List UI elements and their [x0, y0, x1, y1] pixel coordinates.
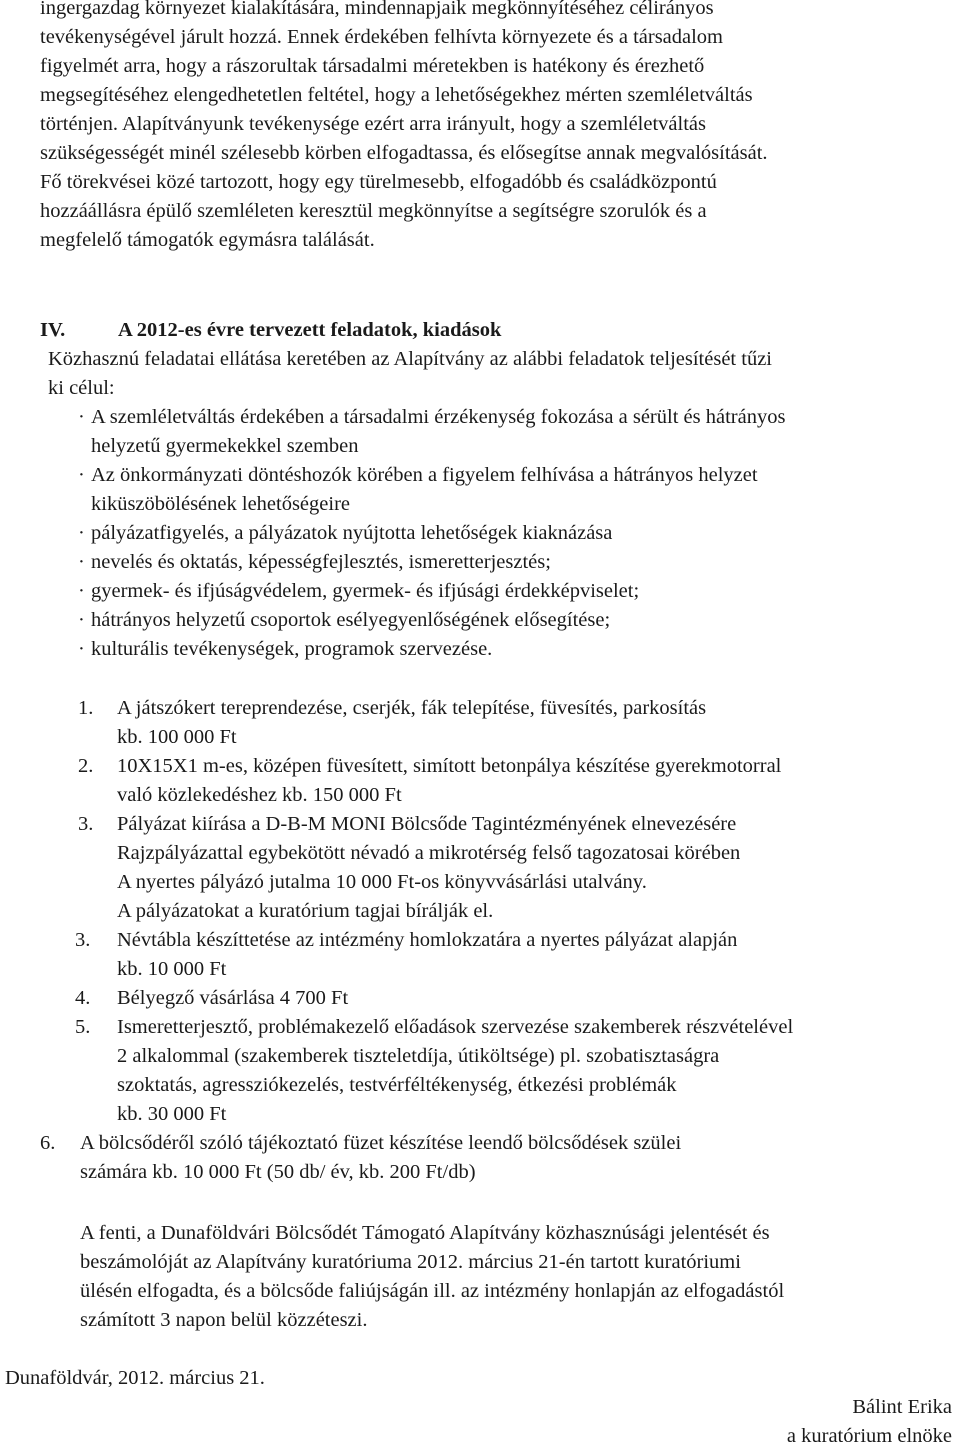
bullet-marker: · [78, 609, 85, 631]
bullet-marker: · [78, 638, 85, 660]
task-item [0, 1013, 960, 1129]
closing-line: ülésén elfogadta, és a bölcsőde faliújságán ill. az intézmény honlapján az elfogadástól [80, 1280, 785, 1302]
task-item [0, 752, 960, 810]
goal-list-item [78, 635, 958, 664]
intro-line: megfelelő támogatók egymásra találását. [40, 229, 375, 251]
task-number: 4. [75, 987, 91, 1009]
closing-line: A fenti, a Dunaföldvári Bölcsődét Támogató Alapítvány közhasznúsági jelentését és [80, 1222, 770, 1244]
goal-list-line: hátrányos helyzetű csoportok esélyegyenlőségének elősegítése; [91, 609, 611, 631]
intro-line: történjen. Alapítványunk tevékenysége ezért arra irányult, hogy a szemléletváltás [40, 113, 706, 135]
closing-paragraph [80, 1219, 950, 1335]
goal-list-line: nevelés és oktatás, képességfejlesztés, ismeretterjesztés; [91, 551, 551, 573]
task-line: A játszókert tereprendezése, cserjék, fák telepítése, füvesítés, parkosítás [117, 697, 707, 719]
task-line: való közlekedéshez kb. 150 000 Ft [117, 784, 402, 806]
goal-list-item [78, 519, 958, 548]
signature-block [787, 1393, 952, 1451]
place-and-date: Dunaföldvár, 2012. március 21. [5, 1367, 265, 1389]
goal-list-line: kiküszöbölésének lehetőségeire [91, 493, 351, 515]
task-line: Névtábla készíttetése az intézmény homlokzatára a nyertes pályázat alapján [117, 929, 738, 951]
task-number: 5. [75, 1016, 91, 1038]
goal-list-item [78, 461, 958, 519]
intro-line: figyelmét arra, hogy a rászorultak társadalmi méretekben is hatékony és érezhető [40, 55, 705, 77]
task-list [0, 694, 960, 1187]
bullet-marker: · [78, 522, 85, 544]
task-line: 2 alkalommal (szakemberek tiszteletdíja, útiköltsége) pl. szobatisztaságra [117, 1045, 720, 1067]
intro-line: hozzáállásra épülő szemléleten keresztül megkönnyítse a segítségre szorulók és a [40, 200, 707, 222]
section-intro-line: Közhasznú feladatai ellátása keretében az Alapítvány az alábbi feladatok teljesítését tűzi [48, 348, 772, 370]
signer-name: Bálint Erika [852, 1396, 952, 1418]
goal-list-line: kulturális tevékenységek, programok szervezése. [91, 638, 493, 660]
signer-role: a kuratórium elnöke [786, 1425, 952, 1447]
goal-list-line: A szemléletváltás érdekében a társadalmi érzékenység fokozása a sérült és hátrányos [91, 406, 786, 428]
task-item [0, 810, 960, 926]
section-intro-line: ki célul: [48, 377, 115, 399]
goal-list-item [78, 606, 958, 635]
task-item [0, 694, 960, 752]
task-line: A pályázatokat a kuratórium tagjai bírálják el. [117, 900, 494, 922]
task-line: számára kb. 10 000 Ft (50 db/ év, kb. 200 Ft/db) [80, 1161, 476, 1183]
task-item [0, 984, 960, 1013]
intro-line: szükségességét minél szélesebb körben elfogadtassa, és elősegítse annak megvalósítását. [40, 142, 768, 164]
task-number: 3. [75, 929, 91, 951]
goal-list-line: pályázatfigyelés, a pályázatok nyújtotta lehetőségek kiaknázása [91, 522, 613, 544]
intro-line: ingergazdag környezet kialakítására, mindennapjaik megkönnyítéséhez célirányos [40, 0, 714, 19]
task-line: Rajzpályázattal egybekötött névadó a mikrotérség felső tagozatosai körében [117, 842, 741, 864]
task-line: kb. 30 000 Ft [117, 1103, 227, 1125]
section-number: IV. [40, 319, 66, 341]
task-line: 10X15X1 m-es, középen füvesített, simított betonpálya készítése gyerekmotorral [117, 755, 782, 777]
goal-list-item [78, 548, 958, 577]
section-heading [40, 316, 950, 345]
goal-list-item [78, 403, 958, 461]
task-number: 3. [78, 813, 94, 835]
task-line: kb. 10 000 Ft [117, 958, 227, 980]
task-line: szoktatás, agressziókezelés, testvérféltékenység, étkezési problémák [117, 1074, 677, 1096]
intro-line: megsegítéséhez elengedhetetlen feltétel, hogy a lehetőségekhez mérten szemléletváltás [40, 84, 753, 106]
task-number: 2. [78, 755, 94, 777]
task-line: Pályázat kiírása a D-B-M MONI Bölcsőde Tagintézményének elnevezésére [117, 813, 737, 835]
section-title: A 2012-es évre tervezett feladatok, kiadások [118, 319, 502, 341]
goal-list-line: Az önkormányzati döntéshozók körében a figyelem felhívása a hátrányos helyzet [91, 464, 758, 486]
task-line: kb. 100 000 Ft [117, 726, 237, 748]
closing-line: beszámolóját az Alapítvány kuratóriuma 2012. március 21-én tartott kuratóriumi [80, 1251, 741, 1273]
goal-list-item [78, 577, 958, 606]
task-item [0, 926, 960, 984]
closing-line: számított 3 napon belül közzéteszi. [80, 1309, 368, 1331]
goal-list-line: gyermek- és ifjúságvédelem, gyermek- és ifjúsági érdekképviselet; [91, 580, 640, 602]
goal-list [78, 403, 958, 664]
bullet-marker: · [78, 406, 85, 428]
task-number: 6. [40, 1132, 56, 1154]
bullet-marker: · [78, 464, 85, 486]
bullet-marker: · [78, 580, 85, 602]
intro-line: Fő törekvései közé tartozott, hogy egy türelmesebb, elfogadóbb és családközpontú [40, 171, 717, 193]
task-line: Bélyegző vásárlása 4 700 Ft [117, 987, 349, 1009]
section-intro [48, 345, 953, 403]
task-item [0, 1129, 960, 1187]
intro-line: tevékenységével járult hozzá. Ennek érdekében felhívta környezete és a társadalom [40, 26, 724, 48]
task-line: Ismeretterjesztő, problémakezelő előadások szervezése szakemberek részvételével [117, 1016, 794, 1038]
task-number: 1. [78, 697, 94, 719]
task-line: A nyertes pályázó jutalma 10 000 Ft-os könyvvásárlási utalvány. [117, 871, 647, 893]
task-line: A bölcsődéről szóló tájékoztató füzet készítése leendő bölcsődések szülei [80, 1132, 682, 1154]
intro-paragraph [40, 0, 945, 255]
goal-list-line: helyzetű gyermekekkel szemben [91, 435, 359, 457]
bullet-marker: · [78, 551, 85, 573]
